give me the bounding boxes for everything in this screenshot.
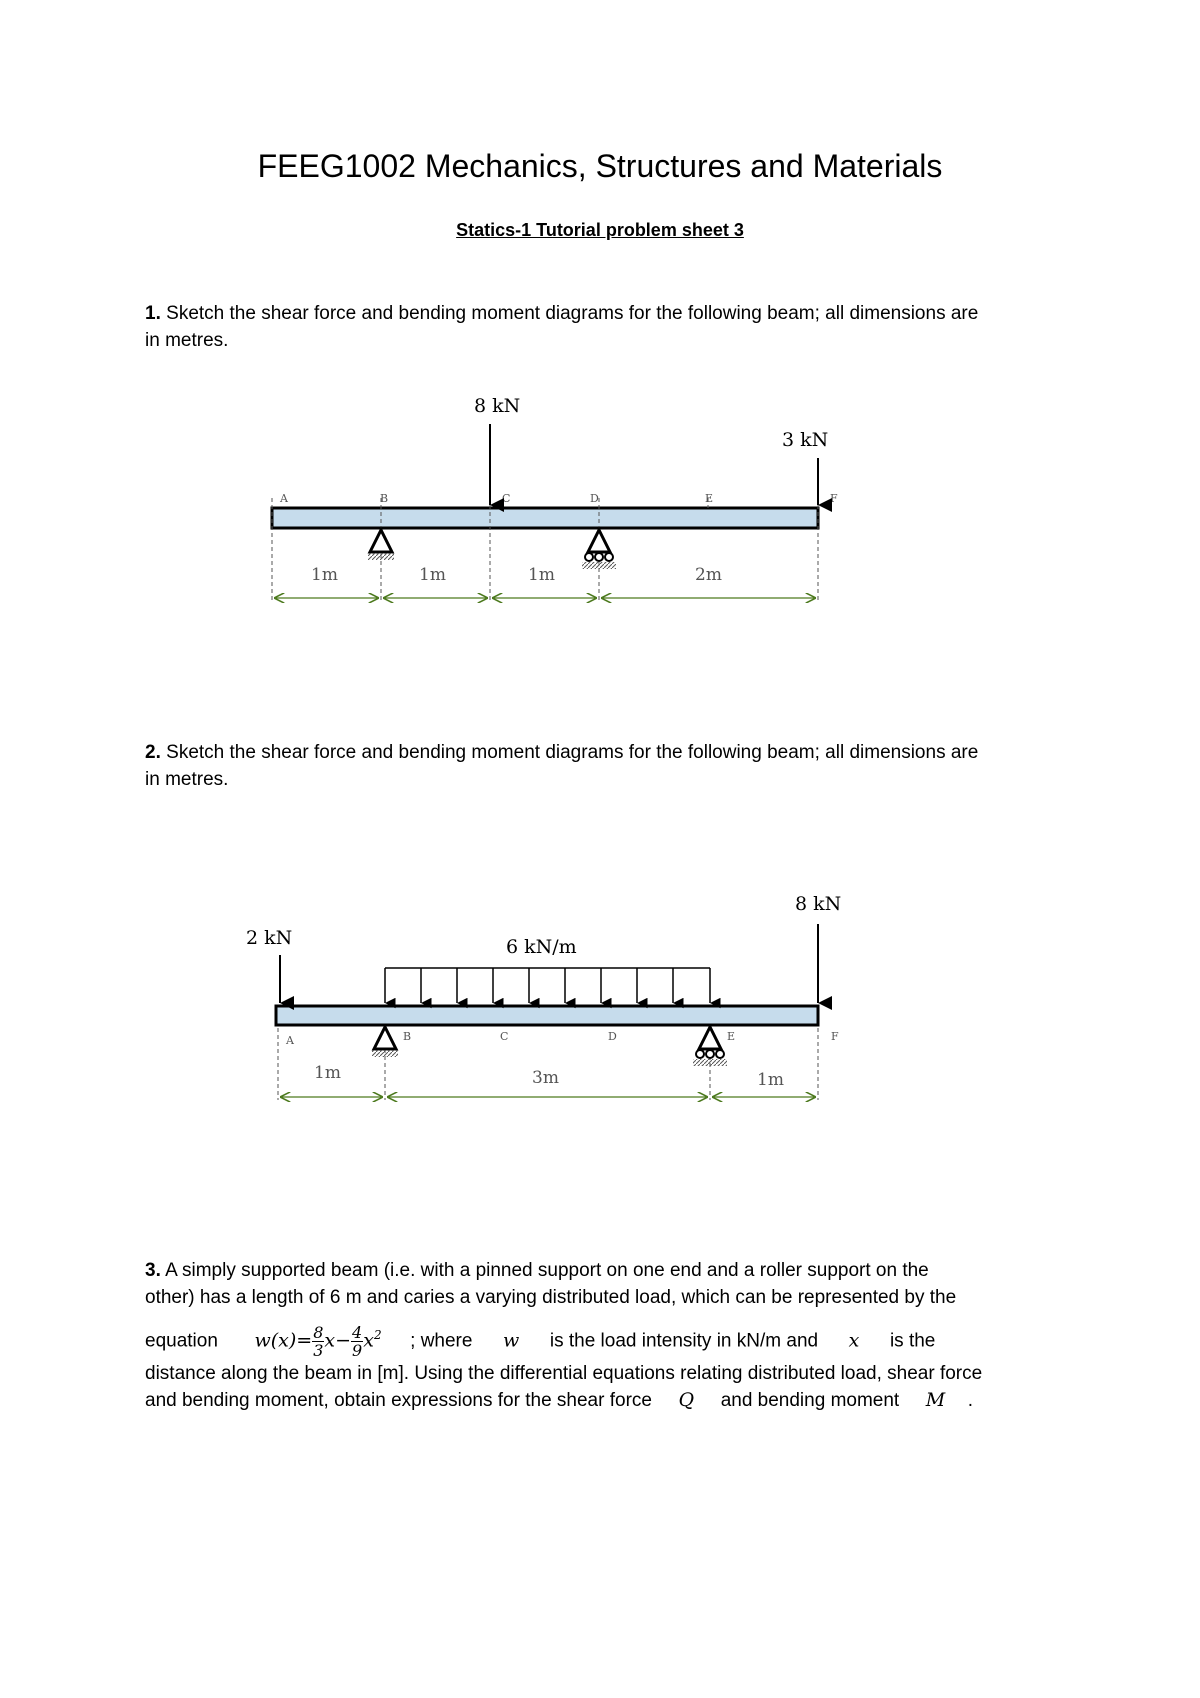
dimension-ab: 1m xyxy=(314,1063,341,1083)
point-label-b: B xyxy=(380,492,389,505)
load-label-8kn: 8 kN xyxy=(795,893,842,915)
equation-exponent: 2 xyxy=(373,1328,382,1342)
dimension-cd: 1m xyxy=(528,565,555,585)
line-5-period: . xyxy=(967,1390,974,1411)
m-symbol: M xyxy=(925,1389,946,1411)
dimension-be: 3m xyxy=(532,1068,559,1088)
line-5-part-b: and bending moment xyxy=(720,1390,900,1411)
equation-mid: x− xyxy=(324,1329,352,1352)
equation-word: equation xyxy=(145,1330,218,1352)
equation-lhs: w(x)= xyxy=(254,1329,313,1352)
point-label-a: A xyxy=(286,1034,294,1047)
distributed-load xyxy=(385,968,710,1003)
w-description: is the load intensity in kN/m and xyxy=(549,1330,819,1352)
where-text: ; where xyxy=(410,1330,473,1352)
point-label-e: E xyxy=(727,1030,736,1043)
question-3-equation-line xyxy=(145,1313,1065,1360)
load-label-3kn: 3 kN xyxy=(782,429,829,451)
question-3-line-2: other) has a length of 6 m and caries a varying distributed load, which can be represented by the xyxy=(145,1287,957,1308)
point-label-d: D xyxy=(608,1030,617,1043)
question-2-line-2: in metres. xyxy=(145,769,229,790)
question-3-line-4: distance along the beam in [m]. Using the differential equations relating distributed load, shear force xyxy=(145,1363,983,1384)
point-label-b: B xyxy=(403,1030,412,1043)
x-symbol: x xyxy=(848,1329,860,1352)
x-description: is the xyxy=(889,1330,936,1352)
question-1-text xyxy=(145,300,1065,354)
beam-figure-1 xyxy=(0,380,1200,620)
load-label-2kn: 2 kN xyxy=(246,927,293,949)
question-1-number: 1. xyxy=(145,303,161,324)
dimension-ab: 1m xyxy=(311,565,338,585)
question-1-line-1: Sketch the shear force and bending moment diagrams for the following beam; all dimensions are xyxy=(166,303,979,324)
question-3-line-1: A simply supported beam (i.e. with a pinned support on one end and a roller support on the xyxy=(165,1260,929,1281)
distributed-load-label: 6 kN/m xyxy=(506,936,577,958)
dimension-bc: 1m xyxy=(419,565,446,585)
question-2-line-1: Sketch the shear force and bending moment diagrams for the following beam; all dimensions are xyxy=(166,742,979,763)
fraction-4-9: $\frac{4}{9}$ xyxy=(352,1322,363,1360)
pin-support-b xyxy=(372,1027,398,1057)
beam xyxy=(272,508,818,528)
point-label-f: F xyxy=(831,1030,839,1043)
point-label-c: C xyxy=(502,492,511,505)
dimension-ef: 1m xyxy=(757,1070,784,1090)
point-label-d: D xyxy=(590,492,599,505)
pin-support-b xyxy=(368,530,394,560)
question-2-text xyxy=(145,739,1065,793)
equation-end: x xyxy=(363,1329,374,1352)
roller-support-e xyxy=(693,1027,727,1066)
q-symbol: Q xyxy=(678,1389,695,1411)
fraction-8-3: $\frac{8}{3}$ xyxy=(313,1322,324,1360)
point-label-a: A xyxy=(280,492,288,505)
question-2-number: 2. xyxy=(145,742,161,763)
roller-support-d xyxy=(582,530,616,569)
w-symbol: w xyxy=(503,1329,520,1352)
point-label-c: C xyxy=(500,1030,509,1043)
load-label-8kn: 8 kN xyxy=(474,395,521,417)
point-label-f: F xyxy=(830,492,838,505)
line-5-part-a: and bending moment, obtain expressions for the shear force xyxy=(145,1390,652,1411)
point-label-e: E xyxy=(705,492,714,505)
question-3-number: 3. xyxy=(145,1260,161,1281)
dimension-de: 2m xyxy=(695,565,722,585)
beam xyxy=(276,1006,818,1025)
document-title: FEEG1002 Mechanics, Structures and Materials xyxy=(257,148,943,184)
document-subtitle: Statics-1 Tutorial problem sheet 3 xyxy=(456,220,744,240)
question-3-text xyxy=(145,1257,1065,1414)
question-1-line-2: in metres. xyxy=(145,330,229,351)
question-3-line-5 xyxy=(145,1387,1065,1414)
beam-figure-2 xyxy=(0,880,1200,1120)
